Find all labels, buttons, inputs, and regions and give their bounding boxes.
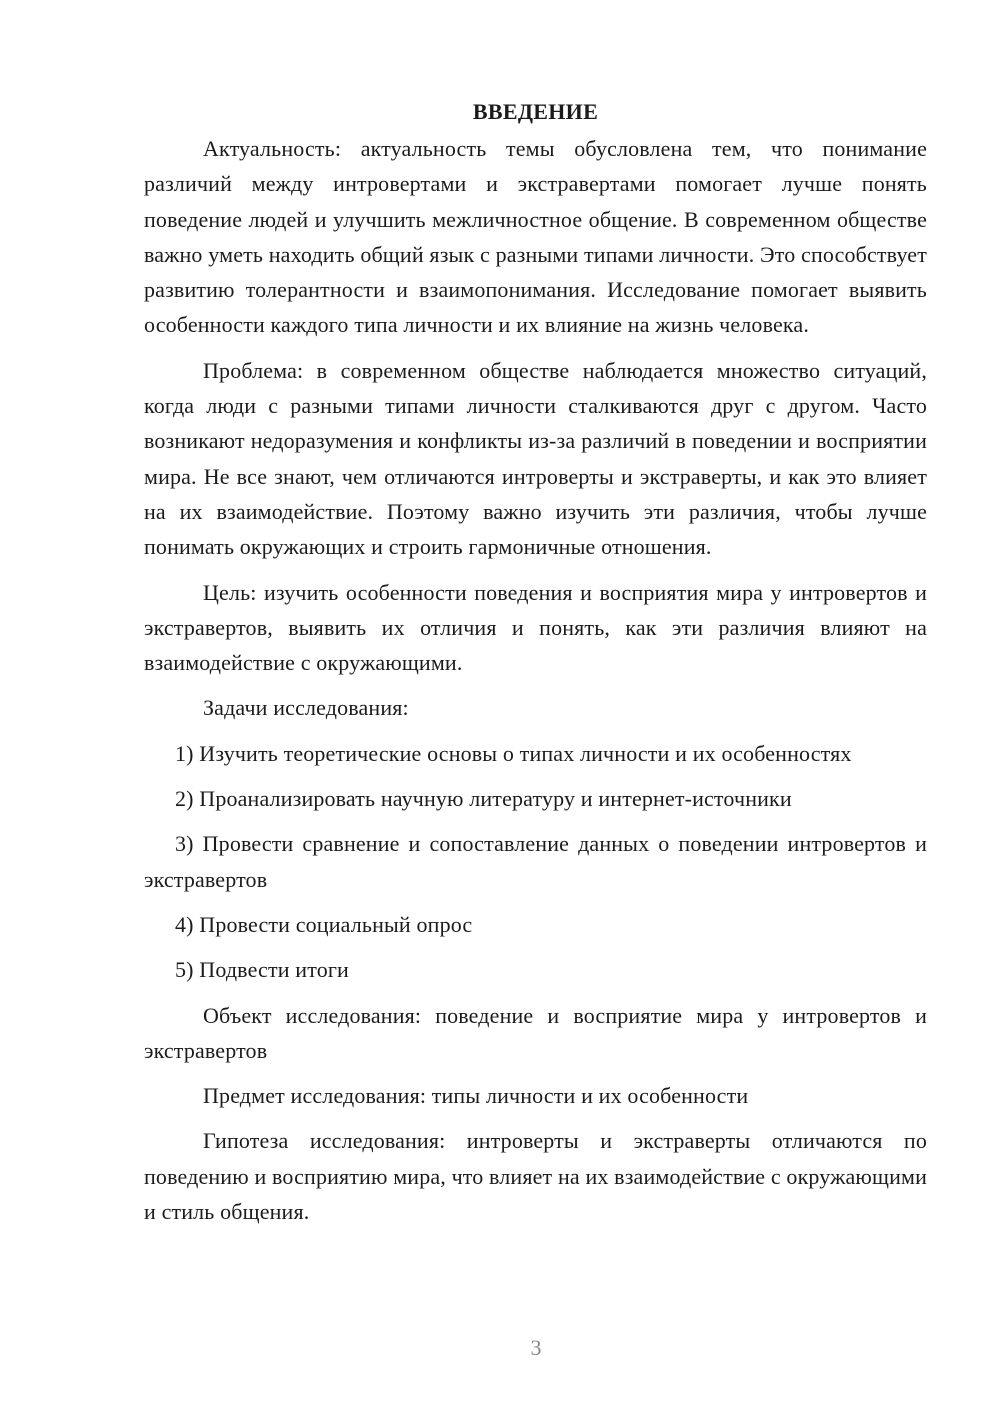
- tasks-heading: Задачи исследования:: [203, 695, 409, 721]
- paragraph-hypothesis: Гипотеза исследования: интроверты и экстраверты отличаются по поведению и восприятию мира, что влияет на их взаимодействие с окружающими и стиль общения.: [144, 1128, 927, 1225]
- paragraph-problem: Проблема: в современном обществе наблюдается множество ситуаций, когда люди с разными типами личности сталкиваются друг с другом. Часто возникают недоразумения и конфликты из-за различий в поведении и восприятии мира. Не все знают, чем отличаются интроверты и экстраверты, и как это влияет на их взаимодействие. Поэтому важно изучить эти различия, чтобы лучше понимать окружающих и строить гармоничные отношения.: [144, 357, 927, 560]
- task-item-1: 1) Изучить теоретические основы о типах личности и их особенностях: [175, 740, 852, 766]
- tasks-list: [144, 736, 927, 988]
- paragraph-object: Объект исследования: поведение и восприятие мира у интровертов и экстравертов: [144, 1002, 927, 1063]
- task-item-5: 5) Подвести итоги: [175, 957, 349, 983]
- task-item-2: 2) Проанализировать научную литературу и интернет-источники: [175, 786, 792, 812]
- page-title: ВВЕДЕНИЕ: [472, 99, 599, 124]
- paragraph-goal: Цель: изучить особенности поведения и восприятия мира у интровертов и экстравертов, выявить их отличия и понять, как эти различия влияют на взаимодействие с окружающими.: [144, 579, 927, 676]
- paragraph-relevance: Актуальность: актуальность темы обусловлена тем, что понимание различий между интровертами и экстравертами помогает лучше понять поведение людей и улучшить межличностное общение. В современном обществе важно уметь находить общий язык с разными типами личности. Это способствует развитию толерантности и взаимопонимания. Исследование помогает выявить особенности каждого типа личности и их влияние на жизнь человека.: [144, 136, 927, 338]
- task-item-3: 3) Провести сравнение и сопоставление данных о поведении интровертов и экстравертов: [144, 831, 927, 892]
- page-number: 3: [530, 1335, 542, 1360]
- task-item-4: 4) Провести социальный опрос: [175, 911, 473, 937]
- paragraph-subject: Предмет исследования: типы личности и их особенности: [203, 1083, 749, 1109]
